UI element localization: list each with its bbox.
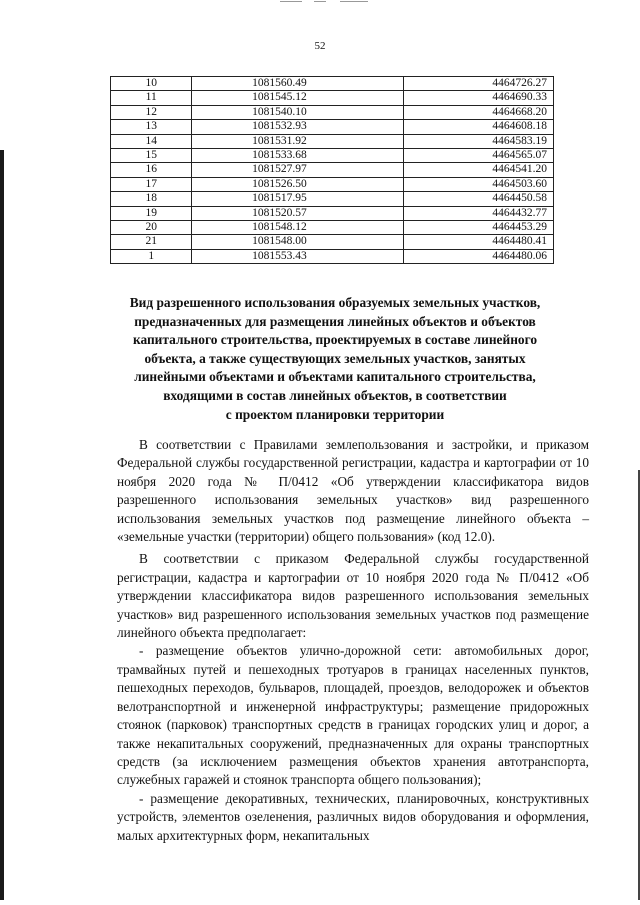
table-row: [111, 221, 554, 235]
point-number-cell: 18: [111, 192, 192, 206]
scan-artifact-top: [280, 0, 370, 6]
y-coordinate-cell: 4464450.58: [403, 192, 553, 206]
x-coordinate-cell: 1081532.93: [192, 120, 403, 134]
heading-line: Вид разрешенного использования образуемых земельных участков,: [129, 295, 541, 310]
table-row: [111, 177, 554, 191]
x-coordinate-cell: 1081533.68: [192, 149, 403, 163]
x-coordinate-cell: 1081531.92: [192, 134, 403, 148]
section-heading: [95, 294, 575, 424]
heading-line: входящими в состав линейных объектов, в соответствии: [163, 387, 507, 403]
heading-line: предназначенных для размещения линейных объектов и объектов: [134, 313, 536, 329]
x-coordinate-cell: 1081526.50: [192, 177, 403, 191]
point-number-cell: 11: [111, 91, 192, 105]
heading-line: с проектом планировки территории: [225, 406, 445, 422]
y-coordinate-cell: 4464668.20: [403, 105, 553, 119]
point-number-cell: 21: [111, 235, 192, 249]
table-row: [111, 77, 554, 91]
y-coordinate-cell: 4464565.07: [403, 149, 553, 163]
page-number: 52: [314, 40, 326, 52]
y-coordinate-cell: 4464583.19: [403, 134, 553, 148]
y-coordinate-cell: 4464480.06: [403, 249, 553, 263]
x-coordinate-cell: 1081540.10: [192, 105, 403, 119]
heading-line: объекта, а также существующих земельных участков, занятых: [144, 350, 526, 366]
y-coordinate-cell: 4464608.18: [403, 120, 553, 134]
table-row: [111, 91, 554, 105]
y-coordinate-cell: 4464726.27: [403, 77, 553, 91]
y-coordinate-cell: 4464480.41: [403, 235, 553, 249]
x-coordinate-cell: 1081545.12: [192, 91, 403, 105]
x-coordinate-cell: 1081548.00: [192, 235, 403, 249]
x-coordinate-cell: 1081553.43: [192, 249, 403, 263]
scan-edge-left: [0, 150, 4, 900]
y-coordinate-cell: 4464541.20: [403, 163, 553, 177]
point-number-cell: 19: [111, 206, 192, 220]
table-row: [111, 120, 554, 134]
table-row: [111, 149, 554, 163]
table-row: [111, 105, 554, 119]
paragraph: В соответствии с Правилами землепользования и застройки, и приказом Федеральной службы государственной регистрации, кадастра и картографии от 10 ноября 2020 года № П/0412 «Об утверждении классификатора видов разрешенного использования земельных участков» вид разрешенного использования земельных участков под размещение линейного объекта – «земельные участки (территории) общего пользования» (код 12.0).: [117, 437, 589, 545]
y-coordinate-cell: 4464503.60: [403, 177, 553, 191]
y-coordinate-cell: 4464432.77: [403, 206, 553, 220]
point-number-cell: 14: [111, 134, 192, 148]
point-number-cell: 13: [111, 120, 192, 134]
heading-line: капитального строительства, проектируемых в составе линейного: [132, 332, 538, 348]
paragraph: - размещение декоративных, технических, планировочных, конструктивных устройств, элементов озеленения, различных видов оборудования и оформления, малых архитектурных форм, некапитальных: [117, 790, 589, 843]
table-row: [111, 206, 554, 220]
x-coordinate-cell: 1081548.12: [192, 221, 403, 235]
table-row: [111, 249, 554, 263]
x-coordinate-cell: 1081520.57: [192, 206, 403, 220]
point-number-cell: 15: [111, 149, 192, 163]
x-coordinate-cell: 1081560.49: [192, 77, 403, 91]
table-row: [111, 192, 554, 206]
paragraph: - размещение объектов улично-дорожной сети: автомобильных дорог, трамвайных путей и пешеходных тротуаров в границах населенных пунктов, пешеходных переходов, бульваров, площадей, проездов, велодорожек и объектов велотранспортной и инженерной инфраструктуры; размещение придорожных стоянок (парковок) транспортных средств в границах городских улиц и дорог, а также некапитальных сооружений, предназначенных для охраны транспортных средств (за исключением размещения объектов хранения автотранспорта, служебных гаражей и стоянок транспорта общего пользования);: [117, 643, 589, 788]
point-number-cell: 1: [111, 249, 192, 263]
x-coordinate-cell: 1081527.97: [192, 163, 403, 177]
point-number-cell: 20: [111, 221, 192, 235]
x-coordinate-cell: 1081517.95: [192, 192, 403, 206]
point-number-cell: 17: [111, 177, 192, 191]
y-coordinate-cell: 4464690.33: [403, 91, 553, 105]
y-coordinate-cell: 4464453.29: [403, 221, 553, 235]
heading-line: линейными объектами и объектами капитального строительства,: [134, 369, 536, 385]
body-text: [117, 436, 589, 845]
table-row: [111, 163, 554, 177]
coordinates-table-body: [111, 77, 554, 264]
point-number-cell: 10: [111, 77, 192, 91]
table-row: [111, 235, 554, 249]
paragraph: В соответствии с приказом Федеральной службы государственной регистрации, кадастра и картографии от 10 ноября 2020 года № П/0412 «Об утверждении классификатора видов разрешенного использования земельных участков» вид разрешенного использования земельных участков под размещение линейного объекта предполагает:: [117, 551, 589, 641]
point-number-cell: 12: [111, 105, 192, 119]
coordinates-table: [110, 76, 554, 264]
point-number-cell: 16: [111, 163, 192, 177]
table-row: [111, 134, 554, 148]
